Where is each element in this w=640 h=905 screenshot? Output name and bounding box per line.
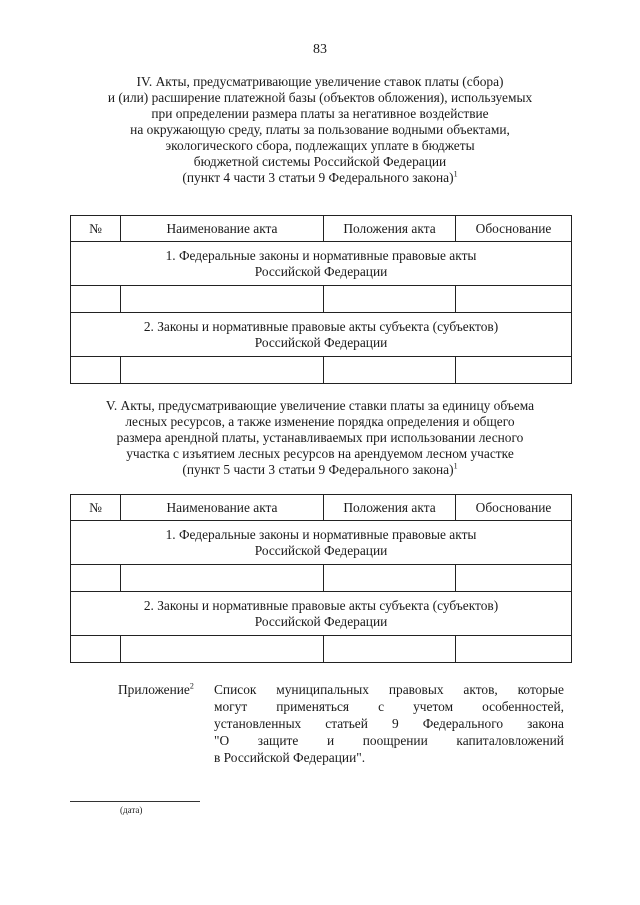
col-header-provisions: Положения акта: [324, 495, 456, 521]
heading-line-last: [60, 170, 580, 186]
word: актов,: [463, 682, 498, 697]
word: "О: [214, 733, 230, 748]
footnote-mark: 1: [453, 461, 458, 471]
empty-cell: [456, 286, 572, 313]
group-regional: [71, 313, 572, 357]
word: и: [326, 733, 335, 748]
word: защите: [257, 733, 299, 748]
word: поощрении: [362, 733, 428, 748]
group-line: Российской Федерации: [254, 334, 388, 350]
group-line: 2. Законы и нормативные правовые акты субъекта (субъектов): [143, 597, 499, 613]
group-federal: [71, 242, 572, 286]
footnote-mark: 1: [453, 169, 458, 179]
word: которые: [517, 682, 564, 697]
word: правовых: [388, 682, 444, 697]
empty-cell: [121, 286, 324, 313]
appendix-row: [214, 682, 564, 699]
word: капиталовложений: [456, 733, 564, 748]
empty-cell: [71, 357, 121, 384]
word: учетом: [413, 699, 454, 714]
group-line: 1. Федеральные законы и нормативные правовые акты: [165, 247, 477, 263]
table-row: [71, 565, 572, 592]
table-group-row: [71, 521, 572, 565]
appendix-label-text: Приложение: [118, 682, 190, 697]
empty-cell: [324, 357, 456, 384]
col-header-number: №: [71, 216, 121, 242]
word: Федерального: [422, 716, 504, 731]
empty-cell: [71, 636, 121, 663]
word: могут: [214, 699, 248, 714]
heading-line: на окружающую среду, платы за пользование водными объектами,: [130, 122, 510, 137]
empty-cell: [456, 565, 572, 592]
word: установленных: [214, 716, 302, 731]
table-row: [71, 357, 572, 384]
word: муниципальных: [276, 682, 369, 697]
footnote-caption: (дата): [120, 805, 143, 815]
group-regional: [71, 592, 572, 636]
heading-text: (пункт 5 части 3 статьи 9 Федерального закона): [182, 462, 454, 477]
heading-line: лесных ресурсов, а также изменение порядка определения и общего: [125, 414, 515, 429]
table-header-row: [71, 495, 572, 521]
group-line: 1. Федеральные законы и нормативные правовые акты: [165, 526, 477, 542]
col-header-act-name: Наименование акта: [121, 495, 324, 521]
section-v-heading: [60, 398, 580, 478]
heading-line: участка с изъятием лесных ресурсов на арендуемом лесном участке: [126, 446, 514, 461]
table-header-row: [71, 216, 572, 242]
heading-line-last: [60, 462, 580, 478]
empty-cell: [121, 565, 324, 592]
empty-cell: [324, 286, 456, 313]
table-group-row: [71, 242, 572, 286]
word: закона: [527, 716, 564, 731]
heading-text: (пункт 4 части 3 статьи 9 Федерального закона): [182, 170, 454, 185]
col-header-provisions: Положения акта: [324, 216, 456, 242]
heading-line: IV. Акты, предусматривающие увеличение ставок платы (сбора): [136, 74, 504, 89]
empty-cell: [71, 565, 121, 592]
word: особенностей,: [482, 699, 564, 714]
col-header-justification: Обоснование: [456, 495, 572, 521]
word: статьей: [325, 716, 368, 731]
col-header-act-name: Наименование акта: [121, 216, 324, 242]
section-v-table: [70, 494, 572, 663]
col-header-justification: Обоснование: [456, 216, 572, 242]
empty-cell: [121, 357, 324, 384]
table-group-row: [71, 313, 572, 357]
col-header-number: №: [71, 495, 121, 521]
empty-cell: [121, 636, 324, 663]
empty-cell: [324, 565, 456, 592]
group-line: Российской Федерации: [254, 542, 388, 558]
heading-line: и (или) расширение платежной базы (объектов обложения), используемых: [107, 90, 533, 105]
heading-line: бюджетной системы Российской Федерации: [193, 154, 447, 169]
empty-cell: [456, 357, 572, 384]
section-iv-table: [70, 215, 572, 384]
group-line: 2. Законы и нормативные правовые акты субъекта (субъектов): [143, 318, 499, 334]
empty-cell: [456, 636, 572, 663]
group-line: Российской Федерации: [254, 613, 388, 629]
appendix-row: [214, 699, 564, 716]
footnote-separator: [70, 801, 200, 802]
appendix-row: в Российской Федерации".: [214, 750, 366, 765]
heading-line: V. Акты, предусматривающие увеличение ставки платы за единицу объема: [105, 398, 535, 413]
appendix-label: [118, 682, 194, 698]
word: Список: [214, 682, 257, 697]
table-row: [71, 636, 572, 663]
empty-cell: [324, 636, 456, 663]
word: применяться: [276, 699, 350, 714]
appendix-row: [214, 716, 564, 733]
appendix-text: [214, 682, 564, 767]
appendix-row: [214, 733, 564, 750]
section-iv-heading: [60, 74, 580, 186]
heading-line: размера арендной платы, устанавливаемых при использовании лесного: [116, 430, 524, 445]
word: 9: [391, 716, 399, 731]
heading-line: при определении размера платы за негативное воздействие: [151, 106, 489, 121]
word: с: [378, 699, 385, 714]
group-line: Российской Федерации: [254, 263, 388, 279]
page-number: 83: [313, 42, 327, 57]
heading-line: экологического сбора, подлежащих уплате в бюджеты: [165, 138, 475, 153]
footnote-mark: 2: [189, 681, 194, 691]
empty-cell: [71, 286, 121, 313]
table-group-row: [71, 592, 572, 636]
group-federal: [71, 521, 572, 565]
table-row: [71, 286, 572, 313]
